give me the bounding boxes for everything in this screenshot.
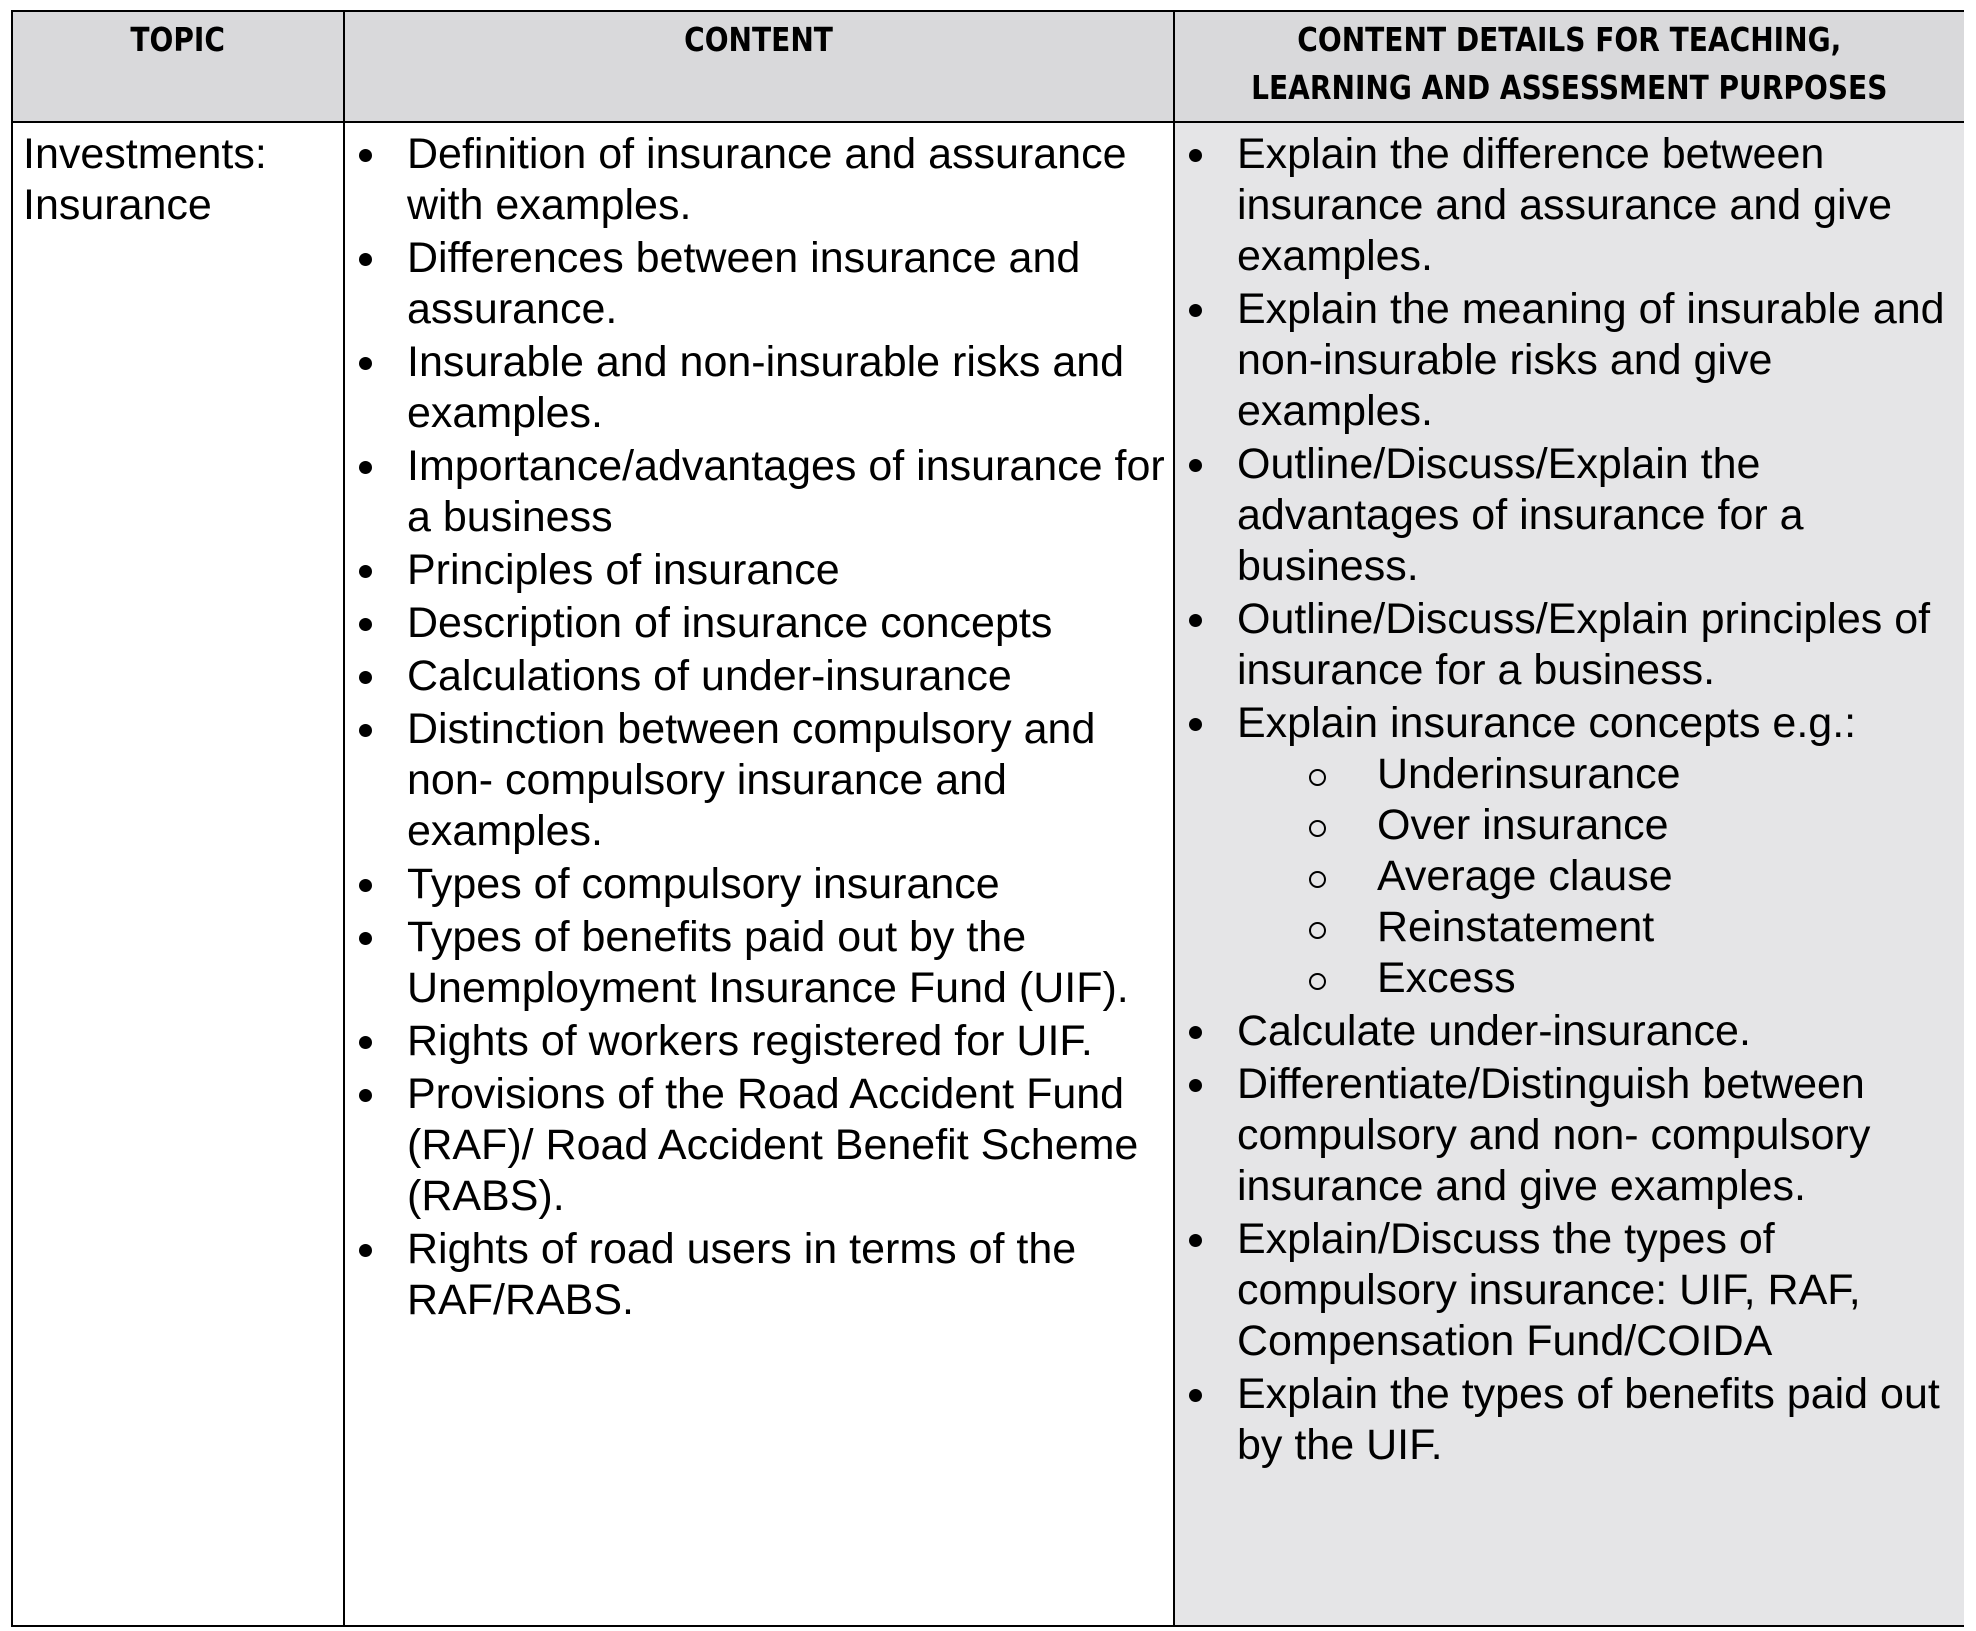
details-item: Explain insurance concepts e.g.: Underinsurance Over insurance Average clause Reinstatement Excess (1175, 698, 1964, 1004)
hollow-bullet-icon (1309, 769, 1326, 786)
header-details-label: CONTENT DETAILS FOR TEACHING, LEARNING AND ASSESSMENT PURPOSES (1251, 20, 1888, 107)
concept-item: Underinsurance (1237, 749, 1964, 800)
topic-cell (13, 123, 345, 1625)
bullet-icon (1189, 1079, 1202, 1092)
hollow-bullet-icon (1309, 973, 1326, 990)
details-item: Explain the difference between insurance and assurance and give examples. (1175, 129, 1964, 282)
concept-item: Reinstatement (1237, 902, 1964, 953)
bullet-icon (1189, 614, 1202, 627)
content-list (345, 123, 1173, 1326)
details-item: Explain the types of benefits paid out by the UIF. (1175, 1369, 1964, 1471)
bullet-icon (359, 461, 372, 474)
bullet-icon (1189, 1234, 1202, 1247)
details-item: Outline/Discuss/Explain principles of insurance for a business. (1175, 594, 1964, 696)
topic-label: Investments: Insurance (23, 130, 267, 229)
content-item: Types of benefits paid out by the Unemployment Insurance Fund (UIF). (345, 912, 1173, 1014)
header-topic (13, 12, 345, 123)
bullet-icon (359, 149, 372, 162)
details-item: Explain/Discuss the types of compulsory insurance: UIF, RAF, Compensation Fund/COIDA (1175, 1214, 1964, 1367)
bullet-icon (359, 253, 372, 266)
header-content (345, 12, 1175, 123)
hollow-bullet-icon (1309, 871, 1326, 888)
content-item: Definition of insurance and assurance with examples. (345, 129, 1173, 231)
hollow-bullet-icon (1309, 820, 1326, 837)
bullet-icon (1189, 149, 1202, 162)
content-item: Calculations of under-insurance (345, 651, 1173, 702)
content-cell (345, 123, 1175, 1625)
content-item: Differences between insurance and assurance. (345, 233, 1173, 335)
concept-item: Average clause (1237, 851, 1964, 902)
bullet-icon (359, 1089, 372, 1102)
header-topic-label: TOPIC (130, 20, 226, 59)
bullet-icon (1189, 304, 1202, 317)
content-item: Rights of workers registered for UIF. (345, 1016, 1173, 1067)
hollow-bullet-icon (1309, 922, 1326, 939)
content-item: Rights of road users in terms of the RAF/RABS. (345, 1224, 1173, 1326)
bullet-icon (1189, 1026, 1202, 1039)
bullet-icon (359, 724, 372, 737)
details-item: Calculate under-insurance. (1175, 1006, 1964, 1057)
content-item: Insurable and non-insurable risks and examples. (345, 337, 1173, 439)
bullet-icon (359, 357, 372, 370)
bullet-icon (359, 1036, 372, 1049)
bullet-icon (1189, 459, 1202, 472)
bullet-icon (359, 671, 372, 684)
content-item: Principles of insurance (345, 545, 1173, 596)
content-item: Description of insurance concepts (345, 598, 1173, 649)
bullet-icon (1189, 1389, 1202, 1402)
details-item: Explain the meaning of insurable and non-insurable risks and give examples. (1175, 284, 1964, 437)
bullet-icon (359, 1244, 372, 1257)
details-cell (1175, 123, 1964, 1625)
bullet-icon (1189, 718, 1202, 731)
details-item: Differentiate/Distinguish between compulsory and non- compulsory insurance and give examples. (1175, 1059, 1964, 1212)
content-item: Types of compulsory insurance (345, 859, 1173, 910)
concept-item: Over insurance (1237, 800, 1964, 851)
curriculum-table (11, 10, 1964, 1627)
bullet-icon (359, 565, 372, 578)
content-item: Importance/advantages of insurance for a business (345, 441, 1173, 543)
details-item: Outline/Discuss/Explain the advantages of insurance for a business. (1175, 439, 1964, 592)
concept-item: Excess (1237, 953, 1964, 1004)
bullet-icon (359, 618, 372, 631)
content-item: Provisions of the Road Accident Fund (RAF)/ Road Accident Benefit Scheme (RABS). (345, 1069, 1173, 1222)
bullet-icon (359, 932, 372, 945)
header-details (1175, 12, 1964, 123)
header-content-label: CONTENT (684, 20, 834, 59)
content-item: Distinction between compulsory and non- compulsory insurance and examples. (345, 704, 1173, 857)
details-list (1175, 123, 1964, 1471)
concepts-list (1237, 749, 1964, 1004)
bullet-icon (359, 879, 372, 892)
